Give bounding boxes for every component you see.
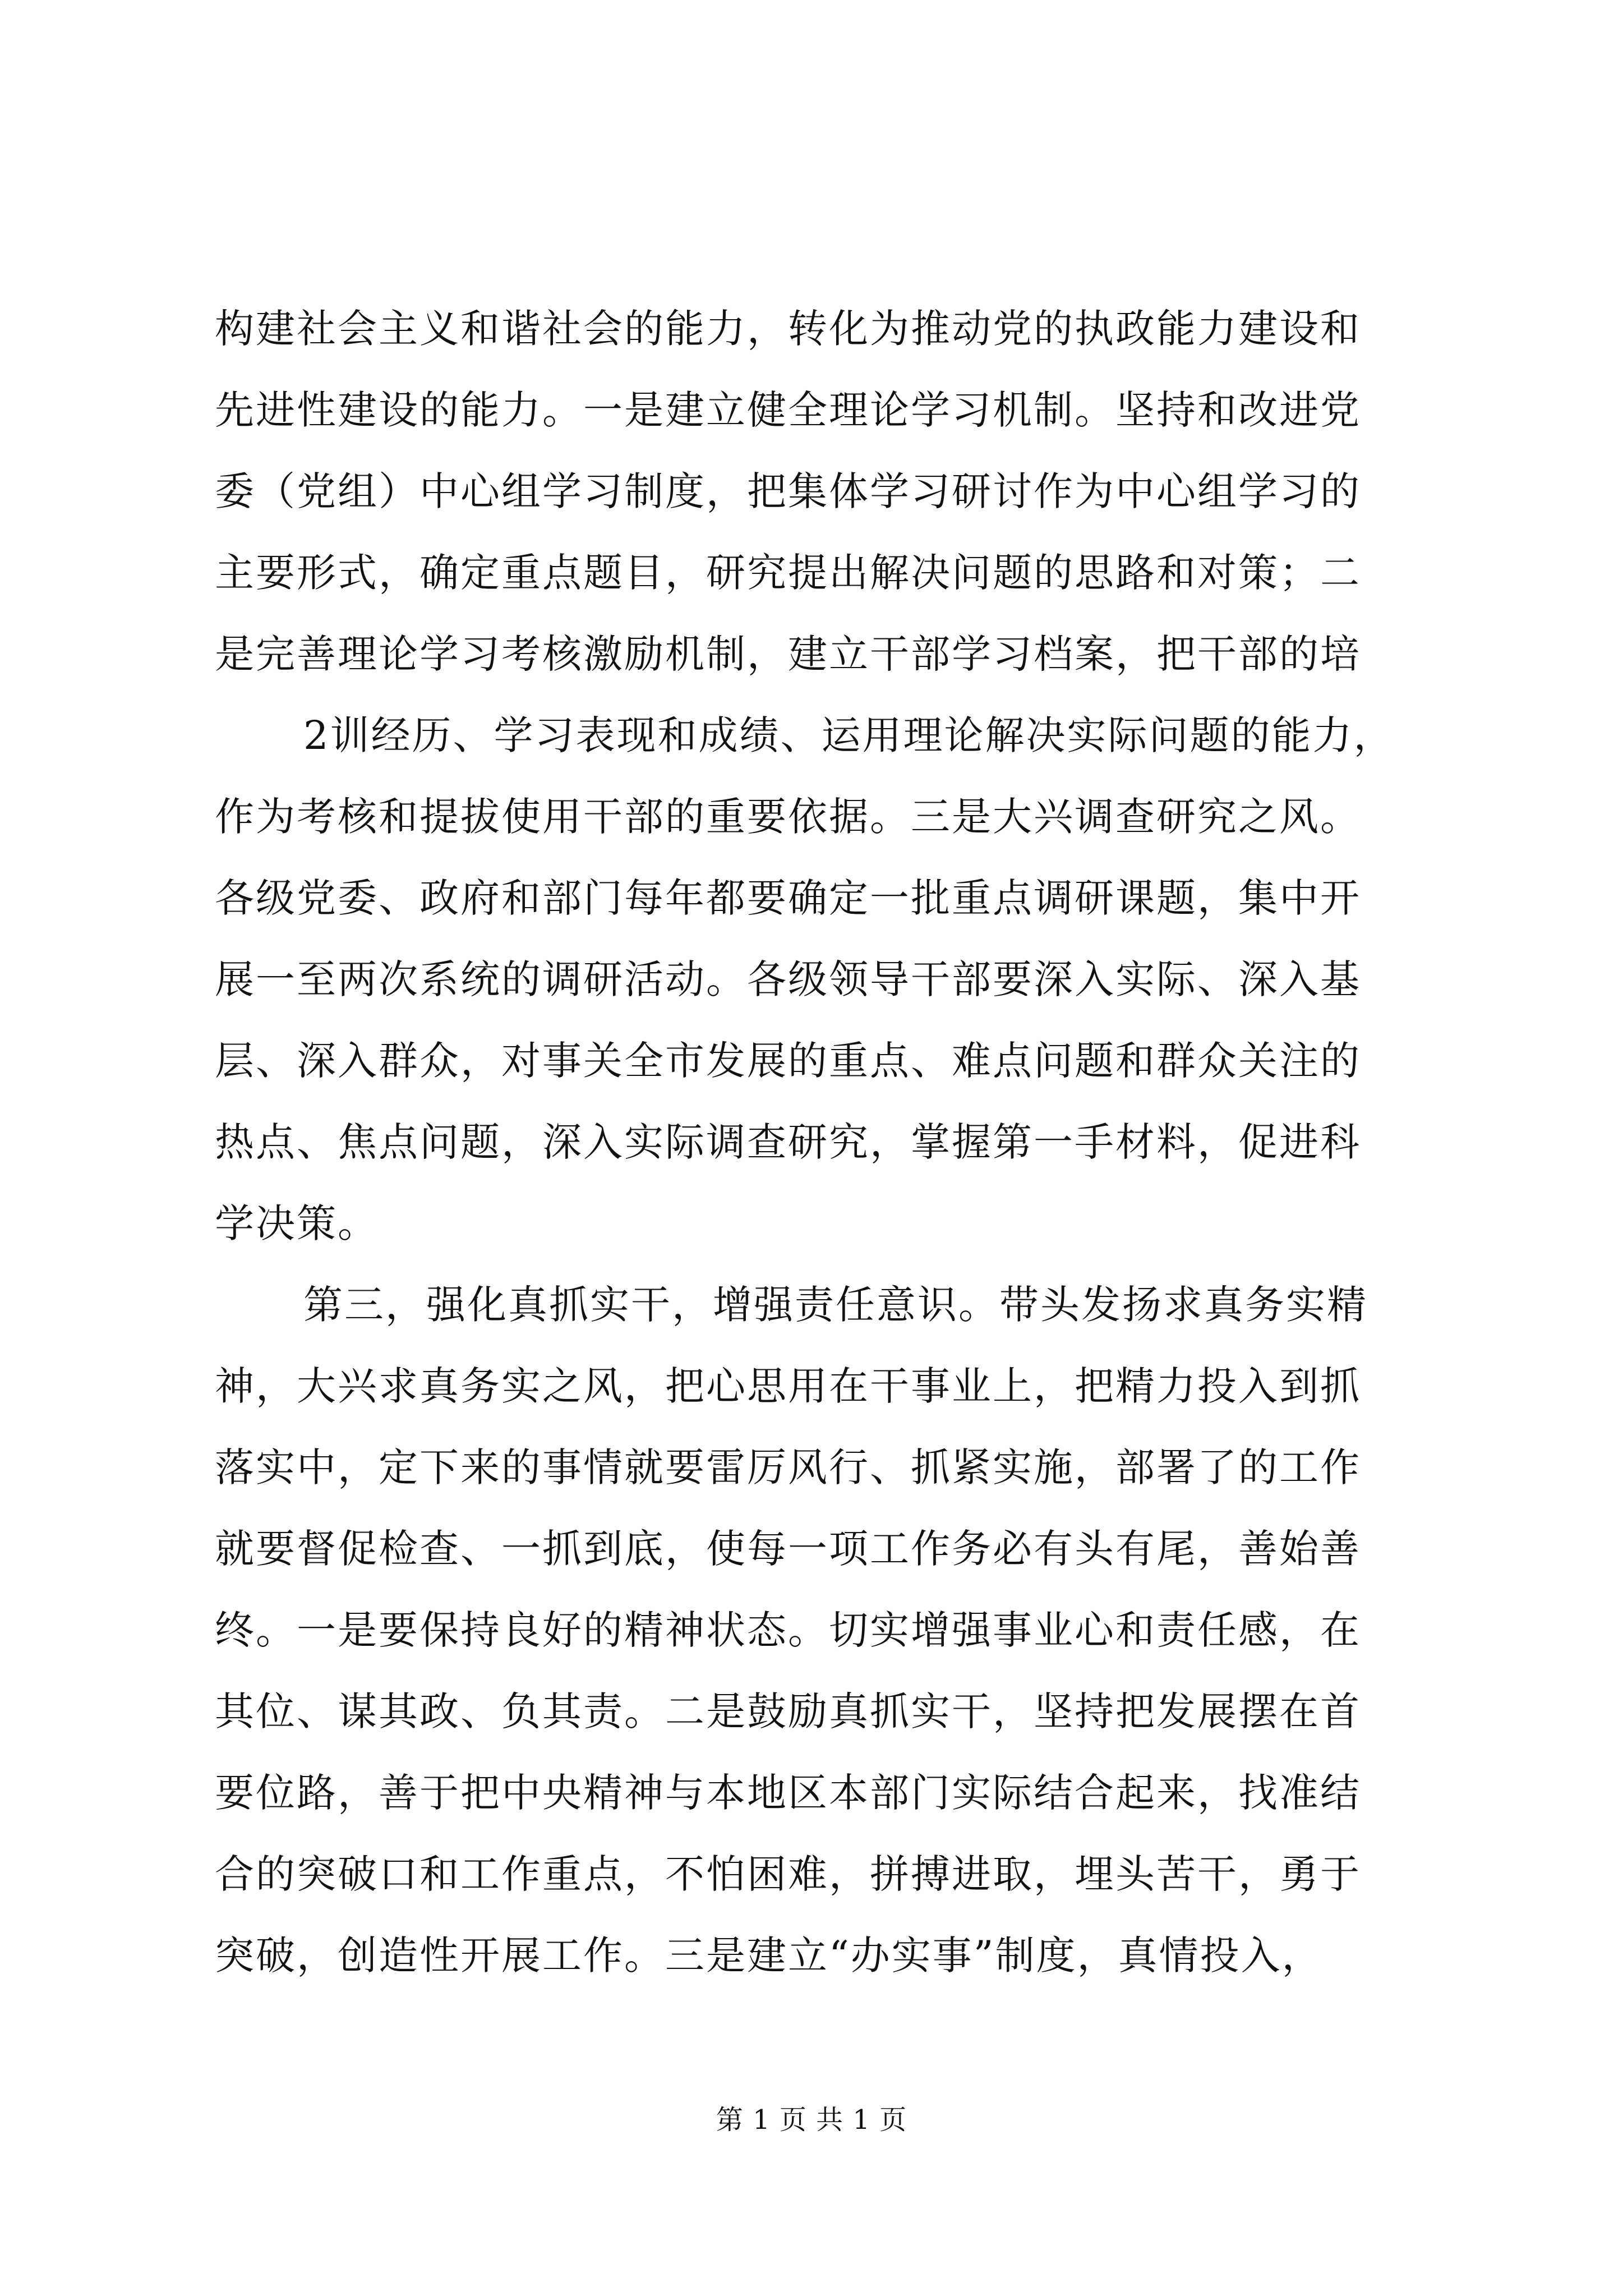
document-body [215,288,1421,1996]
text-line: 落实中，定下来的事情就要雷厉风行、抓紧实施，部署了的工作 [215,1444,1361,1490]
text-line: 先进性建设的能力。一是建立健全理论学习机制。坚持和改进党 [215,387,1361,433]
text-line: 主要形式，确定重点题目，研究提出解决问题的思路和对策；二 [215,550,1361,596]
text-line: 合的突破口和工作重点，不怕困难，拼搏进取，埋头苦干，勇于 [215,1851,1361,1897]
text-line: 是完善理论学习考核激励机制，建立干部学习档案，把干部的培 [215,631,1361,677]
text-line: 要位路，善于把中央精神与本地区本部门实际结合起来，找准结 [215,1770,1361,1816]
text-line: 构建社会主义和谐社会的能力，转化为推动党的执政能力建设和 [215,306,1361,352]
text-line: 各级党委、政府和部门每年都要确定一批重点调研课题，集中开 [215,875,1361,921]
text-line: 委（党组）中心组学习制度，把集体学习研讨作为中心组学习的 [215,468,1361,514]
text-line: 突破，创造性开展工作。三是建立“办实事”制度，真情投入， [215,1932,1323,1978]
page-footer [0,2098,1623,2137]
text-line: 学决策。 [215,1200,379,1246]
page-number: 第 1 页 共 1 页 [716,2104,907,2136]
text-line: 热点、焦点问题，深入实际调查研究，掌握第一手材料，促进科 [215,1119,1361,1165]
text-line: 作为考核和提拔使用干部的重要依据。三是大兴调查研究之风。 [215,794,1361,840]
text-line: 就要督促检查、一抓到底，使每一项工作务必有头有尾，善始善 [215,1526,1361,1572]
text-line: 层、深入群众，对事关全市发展的重点、难点问题和群众关注的 [215,1038,1361,1084]
text-line: 其位、谋其政、负其责。二是鼓励真抓实干，坚持把发展摆在首 [215,1688,1361,1734]
text-line: 2训经历、学习表现和成绩、运用理论解决实际问题的能力， [303,712,1395,758]
text-line: 第三，强化真抓实干，增强责任意识。带头发扬求真务实精 [303,1282,1368,1328]
text-line: 神，大兴求真务实之风，把心思用在干事业上，把精力投入到抓 [215,1363,1361,1409]
text-line: 终。一是要保持良好的精神状态。切实增强事业心和责任感，在 [215,1607,1361,1653]
text-line: 展一至两次系统的调研活动。各级领导干部要深入实际、深入基 [215,956,1361,1002]
